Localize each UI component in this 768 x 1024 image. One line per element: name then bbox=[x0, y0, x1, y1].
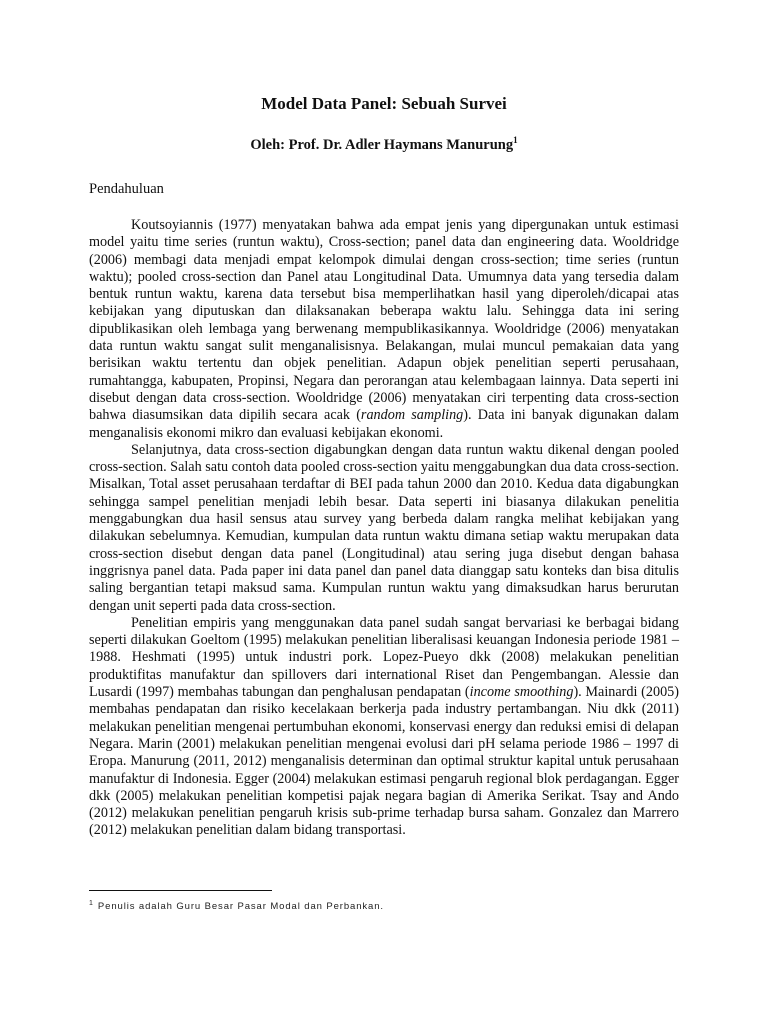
paragraph-text: ). Data ini banyak digunakan dalam menganalisis ekonomi mikro dan evaluasi kebijakan ekonomi. bbox=[89, 407, 679, 441]
section-heading: Pendahuluan bbox=[89, 181, 164, 197]
document-title: Model Data Panel: Sebuah Survei bbox=[261, 94, 507, 113]
italic-term: random sampling bbox=[360, 407, 464, 424]
footnote-reference[interactable]: 1 bbox=[513, 135, 518, 145]
paragraph-text: ). Mainardi (2005) membahas pendapatan dan risiko kecelakaan berkerja pada industry pertambangan. Niu dkk (2011) melakukan penelitian mengenai pertumbuhan ekonomi, konservasi energy dan reduksi emisi di delapan Negara. Marin (2001) melakukan penelitian mengenai evolusi dari pH selama periode 1986 – 1997 di Eropa. Manurung (2011, 2012) menganalisis determinan dan optimal struktur kapital untuk perusahaan manufaktur di Indonesia. Egger (2004) melakukan estimasi pengaruh regional blok perdagangan. Egger dkk (2005) melakukan penelitian kompetisi pajak negara bagian di Amerika Serikat. Tsay and Ando (2012) melakukan penelitian pengaruh krisis sub-prime terhadap bursa saham. Gonzalez dan Marrero (2012) melakukan penelitian dalam bidang transportasi. bbox=[89, 684, 679, 839]
paragraph-3 bbox=[89, 615, 679, 840]
paragraph-1 bbox=[89, 217, 679, 442]
footnote-mark: 1 bbox=[89, 900, 93, 907]
paragraph-2 bbox=[89, 442, 679, 615]
author-name: Oleh: Prof. Dr. Adler Haymans Manurung bbox=[250, 137, 514, 153]
footnote bbox=[89, 900, 679, 912]
italic-term: income smoothing bbox=[469, 684, 574, 701]
paragraph-text: Koutsoyiannis (1977) menyatakan bahwa ada empat jenis yang dipergunakan untuk estimasi model yaitu time series (runtun waktu), Cross-section; panel data dan engineering data. Wooldridge (2006) membagi data menjadi empat kelompok dimulai dengan cross-section; time series (runtun waktu); pooled cross-section dan Panel atau Longitudinal Data. Umumnya data yang tersedia dalam bentuk runtun waktu, karena data tersebut bisa memperlihatkan hasil yang diperoleh/dicapai atas kebijakan yang diputuskan dan dilaksanakan beberapa waktu lalu. Sehingga data ini sering dipublikasikan oleh lembaga yang berwenang mempublikasikannya. Wooldridge (2006) menyatakan data runtun waktu sangat sulit menganalisisnya. Belakangan, mulai muncul pemakaian data yang berisikan waktu tertentu dan objek penelitian. Adapun objek penelitian seperti perusahaan, rumahtangga, kabupaten, Propinsi, Negara dan perorangan atau kelembagaan lainnya. Data seperti ini disebut dengan data cross-section. Wooldridge (2006) menyatakan ciri terpenting data cross-section bahwa diasumsikan data dipilih secara acak ( bbox=[89, 217, 679, 424]
author-line bbox=[89, 135, 679, 154]
paragraph-text: Selanjutnya, data cross-section digabungkan dengan data runtun waktu dikenal dengan pooled cross-section. Salah satu contoh data pooled cross-section yaitu menggabungkan dua data cross-section. Misalkan, Total asset perusahaan terdaftar di BEI pada tahun 2000 dan 2010. Kedua data digabungkan sehingga sampel penelitian menjadi lebih besar. Data seperti ini biasanya dilakukan penelitia menggabungkan dua hasil sensus atau survey yang berbeda dalam rangka melihat kebijakan yang dilakukan sebelumnya. Kemudian, kumpulan data runtun waktu dimana setiap waktu merupakan data cross-section disebut dengan data panel (Longitudinal) atau sering juga disebut dengan bahasa inggrisnya panel data. Pada paper ini data panel dan panel data dianggap satu konteks dan bisa ditulis saling bergantian tetapi maksud sama. Kumpulan runtun waktu yang dimaksudkan harus berurutan dengan unit seperti pada data cross-section. bbox=[89, 441, 679, 614]
footnote-divider bbox=[89, 890, 272, 891]
paragraph-text: Penelitian empiris yang menggunakan data panel sudah sangat bervariasi ke berbagai bidang seperti dilakukan Goeltom (1995) melakukan penelitian liberalisasi keuangan Indonesia periode 1981 – 1988. Heshmati (1995) untuk industri pork. Lopez-Pueyo dkk (2008) melakukan penelitian produktifitas manufaktur dan spillovers dari international Riset dan Pengembangan. Alessie dan Lusardi (1997) membahas tabungan dan penghalusan pendapatan ( bbox=[89, 614, 679, 701]
footnote-text: Penulis adalah Guru Besar Pasar Modal dan Perbankan. bbox=[97, 901, 384, 912]
